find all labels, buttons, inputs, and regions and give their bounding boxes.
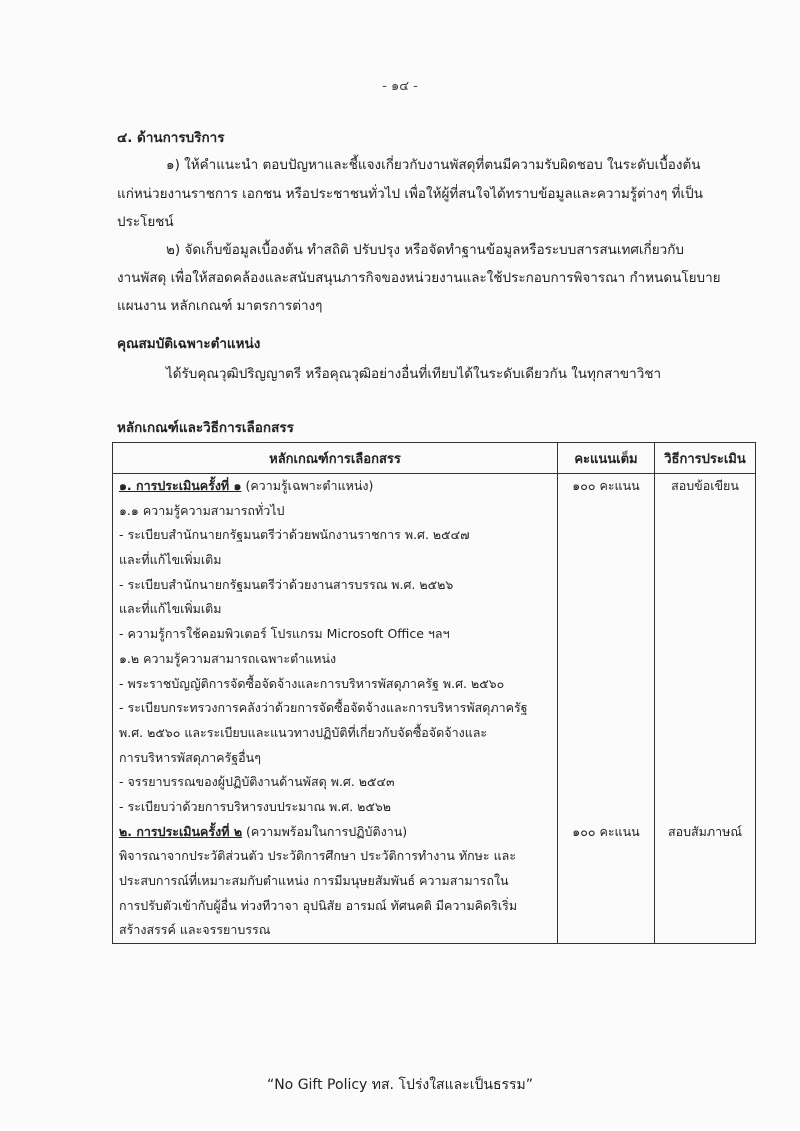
section-heading-service: ๔. ด้านการบริการ [117,130,225,146]
criteria-line: ๑.๑ ความรู้ความสามารถทั่วไป [119,502,285,518]
assessment2-title-rest: (ความพร้อมในการปฏิบัติงาน) [242,823,408,839]
criteria-line: ๑.๒ ความรู้ความสามารถเฉพาะตำแหน่ง [119,650,337,666]
criteria-line: - ระเบียบว่าด้วยการบริหารงบประมาณ พ.ศ. ๒๕๖๒ [119,798,391,814]
criteria-line: พิจารณาจากประวัติส่วนตัว ประวัติการศึกษา ประวัติการทำงาน ทักษะ และ [119,848,517,864]
criteria-line: พ.ศ. ๒๕๖๐ และระเบียบและแนวทางปฏิบัติที่เกี่ยวกับจัดซื้อจัดจ้างและ [119,724,488,740]
page-number: - ๑๔ - [382,79,418,94]
criteria-line: - ระเบียบสำนักนายกรัฐมนตรีว่าด้วยงานสารบรรณ พ.ศ. ๒๕๒๖ [119,576,454,592]
assessment1-title-rest: (ความรู้เฉพาะตำแหน่ง) [241,478,374,493]
criteria-line: การบริหารพัสดุภาครัฐอื่นๆ [119,749,261,765]
header-full-score: คะแนนเต็ม [558,443,655,474]
table-row [113,474,756,944]
criteria-line: การปรับตัวเข้ากับผู้อื่น ท่วงทีวาจา อุปนิสัย อารมณ์ ทัศนคติ มีความคิดริเริ่ม [119,897,518,913]
criteria-line: ประสบการณ์ที่เหมาะสมกับตำแหน่ง การมีมนุษยสัมพันธ์ ความสามารถใน [119,873,509,888]
assessment2-title [119,820,551,845]
criteria-line: - ระเบียบกระทรวงการคลังว่าด้วยการจัดซื้อจัดจ้างและการบริหารพัสดุภาครัฐ [119,700,528,716]
assessment1-method: สอบข้อเขียน [671,478,739,493]
criteria-line: - พระราชบัญญัติการจัดซื้อจัดจ้างและการบริหารพัสดุภาครัฐ พ.ศ. ๒๕๖๐ [119,675,505,691]
criteria-line: และที่แก้ไขเพิ่มเติม [119,552,222,568]
criteria-line: - จรรยาบรรณของผู้ปฏิบัติงานด้านพัสดุ พ.ศ. ๒๕๔๓ [119,774,395,790]
service-item2-line2: งานพัสดุ เพื่อให้สอดคล้องและสนับสนุนภารกิจของหน่วยงานและใช้ประกอบการพิจารณา กำหนดนโยบาย [117,270,721,286]
criteria-line: และที่แก้ไขเพิ่มเติม [119,601,222,617]
qualifications-heading: คุณสมบัติเฉพาะตำแหน่ง [117,336,261,352]
service-item1-line1: ๑) ให้คำแนะนำ ตอบปัญหาและชี้แจงเกี่ยวกับงานพัสดุที่ตนมีความรับผิดชอบ ในระดับเบื้องต้น [166,157,701,173]
criteria-line: - ความรู้การใช้คอมพิวเตอร์ โปรแกรม Microsoft Office ฯลฯ [119,626,450,642]
selection-criteria-table [112,442,756,944]
header-criteria: หลักเกณฑ์การเลือกสรร [113,443,558,474]
qualifications-text: ได้รับคุณวุฒิปริญญาตรี หรือคุณวุฒิอย่างอื่นที่เทียบได้ในระดับเดียวกัน ในทุกสาขาวิชา [166,366,662,382]
score-cell [558,474,655,944]
criteria-cell-1 [113,474,558,944]
assessment2-score: ๑๐๐ คะแนน [572,823,640,839]
footer-slogan: “No Gift Policy ทส. โปร่งใสและเป็นธรรม” [266,1077,534,1093]
assessment1-title [119,474,551,499]
service-item2-line1: ๒) จัดเก็บข้อมูลเบื้องต้น ทำสถิติ ปรับปรุง หรือจัดทำฐานข้อมูลหรือระบบสารสนเทศเกี่ยวกับ [166,242,684,258]
assessment1-score: ๑๐๐ คะแนน [572,478,640,493]
header-method: วิธีการประเมิน [655,443,756,474]
method-cell [655,474,756,944]
service-item2-line3: แผนงาน หลักเกณฑ์ มาตรการต่างๆ [117,298,323,314]
service-item1-line2: แก่หน่วยงานราชการ เอกชน หรือประชาชนทั่วไป เพื่อให้ผู้ที่สนใจได้ทราบข้อมูลและความรู้ต่างๆ ที่เป็น [117,186,703,202]
criteria-line: สร้างสรรค์ และจรรยาบรรณ [119,922,271,938]
criteria-line: - ระเบียบสำนักนายกรัฐมนตรีว่าด้วยพนักงานราชการ พ.ศ. ๒๕๔๗ [119,527,470,543]
assessment2-method: สอบสัมภาษณ์ [667,823,743,839]
assessment2-title-underlined: ๒. การประเมินครั้งที่ ๒ [119,823,243,839]
service-item1-line3: ประโยชน์ [117,214,174,230]
table-header-row [113,443,756,474]
assessment1-title-underlined: ๑. การประเมินครั้งที่ ๑ [119,478,242,493]
criteria-heading: หลักเกณฑ์และวิธีการเลือกสรร [117,420,294,436]
